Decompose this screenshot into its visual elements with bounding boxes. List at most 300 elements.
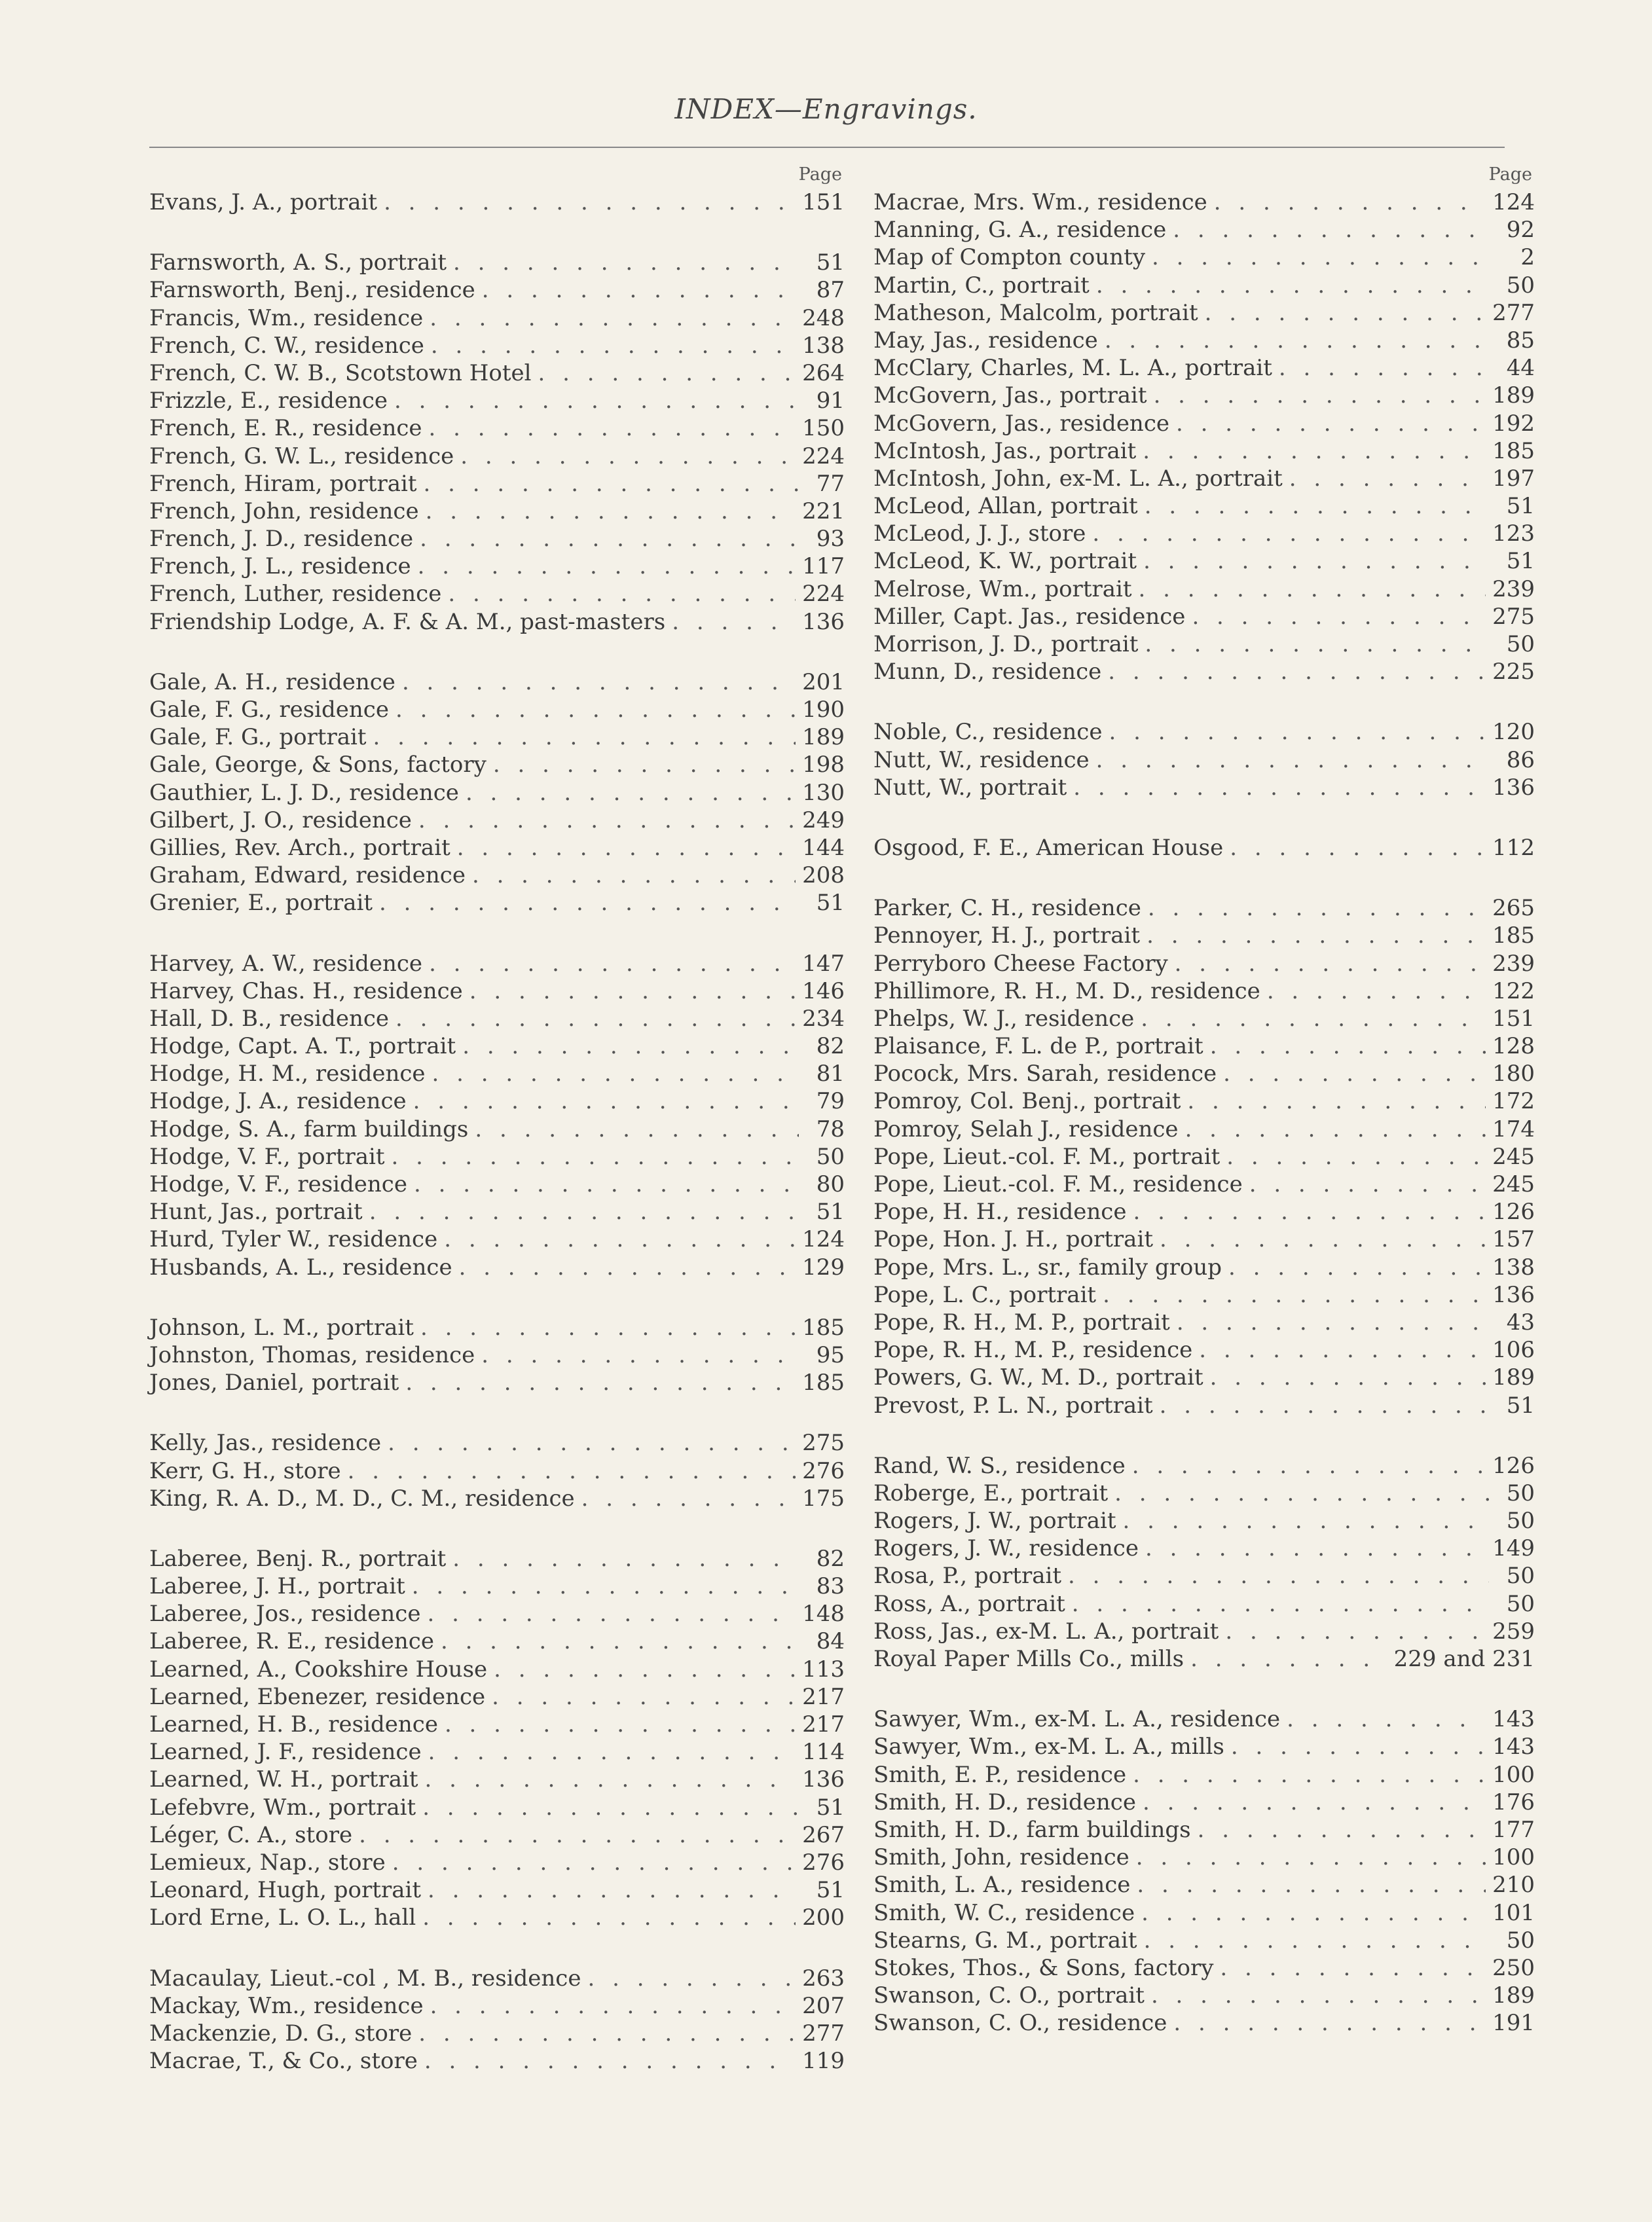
dot-leader	[462, 1032, 799, 1060]
index-entry	[873, 1364, 1535, 1391]
dot-leader	[1160, 1226, 1486, 1253]
entry-page-number: 51	[816, 249, 845, 276]
entry-name: Matheson, Malcolm, portrait	[873, 299, 1198, 326]
index-entry	[149, 1485, 845, 1512]
index-entry	[149, 668, 845, 696]
entry-page-number: 174	[1492, 1116, 1535, 1142]
entry-name: McIntosh, John, ex-M. L. A., portrait	[873, 465, 1283, 492]
entry-page-number: 136	[802, 1766, 845, 1793]
index-entry	[149, 1738, 845, 1766]
entry-name: Perryboro Cheese Factory	[873, 950, 1168, 977]
dot-leader	[1096, 746, 1489, 774]
dot-leader	[428, 1738, 796, 1766]
dot-leader	[432, 1060, 799, 1087]
entry-name: Pope, R. H., M. P., portrait	[873, 1309, 1170, 1336]
index-entry	[873, 410, 1535, 437]
index-entry	[873, 1507, 1535, 1535]
entry-page-number: 136	[1492, 774, 1535, 801]
entry-name: Learned, J. F., residence	[149, 1739, 422, 1766]
entry-name: Gilbert, J. O., residence	[149, 807, 412, 833]
entry-page-number: 151	[1492, 1005, 1535, 1032]
entry-page-number: 150	[802, 415, 845, 442]
index-entry	[149, 834, 845, 862]
entry-page-number: 50	[1506, 1508, 1535, 1535]
entry-name: Hodge, Capt. A. T., portrait	[149, 1033, 456, 1060]
dot-leader	[1123, 1507, 1489, 1535]
dot-leader	[469, 977, 796, 1005]
index-entry	[149, 1992, 845, 2020]
dot-leader	[1103, 1281, 1486, 1309]
entry-name: Learned, H. B., residence	[149, 1711, 438, 1738]
index-entry	[149, 1254, 845, 1281]
entry-page-number: 82	[816, 1033, 845, 1060]
entry-name: Prevost, P. L. N., portrait	[873, 1392, 1153, 1419]
entry-name: Smith, L. A., residence	[873, 1872, 1131, 1899]
entry-page-number: 234	[802, 1005, 845, 1032]
entry-page-number: 78	[816, 1116, 845, 1142]
index-group	[873, 189, 1535, 685]
entry-page-number: 248	[802, 304, 845, 331]
entry-name: Pope, L. C., portrait	[873, 1281, 1097, 1308]
entry-name: Kelly, Jas., residence	[149, 1430, 382, 1457]
index-entry	[873, 1618, 1535, 1645]
index-entry	[873, 1816, 1535, 1844]
dot-leader	[444, 1226, 796, 1253]
dot-leader	[384, 189, 796, 216]
dot-leader	[1176, 410, 1486, 437]
dot-leader	[414, 1171, 799, 1198]
entry-name: Lord Erne, L. O. L., hall	[149, 1904, 416, 1931]
dot-leader	[1151, 1982, 1486, 2009]
entry-name: Learned, A., Cookshire House	[149, 1656, 488, 1683]
entry-page-number: 185	[1492, 922, 1535, 949]
entry-name: McGovern, Jas., portrait	[873, 382, 1147, 409]
index-entry	[149, 414, 845, 442]
entry-name: Mackay, Wm., residence	[149, 1992, 424, 2019]
index-entry	[149, 470, 845, 498]
dot-leader	[1141, 1899, 1486, 1927]
page-title: INDEX—Engravings.	[674, 93, 978, 125]
entry-page-number: 136	[802, 608, 845, 635]
dot-leader	[492, 1683, 796, 1711]
entry-name: French, C. W., residence	[149, 332, 424, 359]
entry-page-number: 239	[1492, 950, 1535, 977]
dot-leader	[1205, 299, 1486, 327]
dot-leader	[359, 1821, 796, 1849]
entry-name: Noble, C., residence	[873, 719, 1103, 746]
entry-name: French, John, residence	[149, 498, 419, 524]
dot-leader	[424, 470, 799, 498]
entry-page-number: 50	[1506, 1563, 1535, 1590]
entry-page-number: 51	[1506, 548, 1535, 575]
dot-leader	[1108, 658, 1486, 685]
entry-page-number: 267	[802, 1821, 845, 1848]
index-entry	[873, 746, 1535, 774]
index-entry	[149, 1965, 845, 1992]
entry-name: Rand, W. S., residence	[873, 1452, 1126, 1479]
entry-page-number: 185	[802, 1370, 845, 1396]
entry-page-number: 200	[802, 1904, 845, 1931]
index-entry	[149, 1849, 845, 1876]
dot-leader	[402, 668, 796, 696]
entry-page-number: 249	[802, 807, 845, 833]
entry-name: Pope, Lieut.-col. F. M., portrait	[873, 1143, 1221, 1170]
entry-name: Johnson, L. M., portrait	[149, 1314, 414, 1341]
dot-leader	[445, 1711, 796, 1738]
entry-name: Smith, E. P., residence	[873, 1761, 1127, 1788]
left-index-groups	[149, 189, 845, 2075]
index-entry	[149, 751, 845, 778]
index-entry	[873, 774, 1535, 801]
entry-page-number: 128	[1492, 1033, 1535, 1060]
entry-name: Graham, Edward, residence	[149, 862, 466, 889]
index-entry	[149, 1573, 845, 1600]
dot-leader	[1092, 520, 1486, 547]
index-entry	[149, 1683, 845, 1711]
entry-page-number: 225	[1492, 659, 1535, 685]
entry-name: Gale, George, & Sons, factory	[149, 752, 486, 778]
entry-page-number: 50	[1506, 272, 1535, 299]
entry-page-number: 191	[1492, 2010, 1535, 2037]
index-entry	[149, 696, 845, 723]
header-rule	[149, 147, 1505, 148]
entry-name: Hunt, Jas., portrait	[149, 1199, 363, 1226]
dot-leader	[1199, 1336, 1486, 1364]
dot-leader	[441, 1628, 799, 1655]
entry-name: McGovern, Jas., residence	[873, 410, 1169, 437]
index-entry	[873, 327, 1535, 354]
entry-name: Nutt, W., residence	[873, 746, 1090, 773]
dot-leader	[1145, 630, 1489, 658]
index-entry	[873, 922, 1535, 949]
entry-page-number: 180	[1492, 1061, 1535, 1087]
entry-name: Friendship Lodge, A. F. & A. M., past-masters	[149, 608, 666, 635]
index-entry	[873, 437, 1535, 465]
entry-name: Johnston, Thomas, residence	[149, 1341, 475, 1368]
entry-name: Pope, Hon. J. H., portrait	[873, 1226, 1153, 1253]
index-entry	[873, 1171, 1535, 1198]
dot-leader	[1136, 1844, 1486, 1871]
index-entry	[873, 894, 1535, 922]
entry-page-number: 149	[1492, 1535, 1535, 1562]
index-group	[873, 834, 1535, 862]
index-entry	[873, 1562, 1535, 1590]
entry-page-number: 189	[1492, 1982, 1535, 2009]
dot-leader	[425, 1766, 796, 1793]
index-entry	[149, 1032, 845, 1060]
entry-name: French, Hiram, portrait	[149, 470, 417, 497]
dot-leader	[457, 834, 796, 862]
dot-leader	[1249, 1171, 1486, 1198]
entry-page-number: 265	[1492, 895, 1535, 922]
index-entry	[873, 1087, 1535, 1115]
entry-page-number: 85	[1506, 327, 1535, 354]
entry-page-number: 87	[816, 277, 845, 304]
dot-leader	[392, 1143, 799, 1171]
right-index-groups	[873, 189, 1535, 2037]
dot-leader	[418, 2020, 796, 2047]
entry-page-number: 144	[802, 834, 845, 861]
index-entry	[149, 1628, 845, 1655]
entry-page-number: 192	[1492, 410, 1535, 437]
index-entry	[149, 779, 845, 807]
dot-leader	[395, 696, 796, 723]
index-entry	[873, 382, 1535, 409]
entry-name: Pope, Mrs. L., sr., family group	[873, 1254, 1222, 1281]
entry-page-number: 208	[802, 862, 845, 889]
dot-leader	[448, 580, 796, 608]
entry-name: Pope, Lieut.-col. F. M., residence	[873, 1171, 1243, 1197]
index-entry	[873, 1645, 1535, 1673]
entry-page-number: 130	[802, 779, 845, 806]
entry-page-number: 277	[1492, 299, 1535, 326]
entry-name: Plaisance, F. L. de P., portrait	[873, 1033, 1203, 1060]
entry-name: Laberee, J. H., portrait	[149, 1573, 405, 1600]
index-entry	[149, 304, 845, 332]
dot-leader	[452, 1545, 799, 1573]
entry-page-number: 210	[1492, 1872, 1535, 1899]
index-entry	[149, 189, 845, 216]
dot-leader	[453, 249, 799, 276]
entry-page-number: 147	[802, 950, 845, 977]
index-entry	[873, 1143, 1535, 1171]
index-entry	[873, 354, 1535, 382]
entry-page-number: 51	[1506, 493, 1535, 520]
index-entry	[873, 1480, 1535, 1507]
entry-name: Rosa, P., portrait	[873, 1563, 1062, 1590]
index-entry	[149, 525, 845, 553]
index-entry	[873, 1005, 1535, 1032]
entry-name: Gillies, Rev. Arch., portrait	[149, 834, 450, 861]
index-entry	[873, 1198, 1535, 1226]
entry-page-number: 93	[816, 526, 845, 553]
entry-name: Hodge, H. M., residence	[149, 1061, 426, 1087]
entry-name: Pomroy, Selah J., residence	[873, 1116, 1179, 1142]
index-entry	[149, 608, 845, 636]
entry-name: Macrae, Mrs. Wm., residence	[873, 189, 1207, 215]
dot-leader	[418, 807, 796, 834]
dot-leader	[1267, 977, 1486, 1005]
index-entry	[149, 2020, 845, 2047]
dot-leader	[418, 553, 796, 580]
index-entry	[149, 1457, 845, 1485]
dot-leader	[1175, 950, 1486, 977]
dot-leader	[1143, 547, 1489, 575]
dot-leader	[422, 1904, 796, 1931]
index-entry	[873, 2009, 1535, 2037]
index-entry	[873, 189, 1535, 216]
dot-leader	[430, 1992, 796, 2020]
index-entry	[149, 1545, 845, 1573]
entry-name: Macrae, T., & Co., store	[149, 2048, 418, 2075]
entry-name: Grenier, E., portrait	[149, 890, 373, 917]
entry-page-number: 217	[802, 1711, 845, 1738]
entry-page-number: 277	[802, 2020, 845, 2047]
dot-leader	[1173, 216, 1489, 244]
entry-name: Nutt, W., portrait	[873, 774, 1067, 801]
index-entry	[873, 1116, 1535, 1143]
entry-name: Harvey, Chas. H., residence	[149, 977, 463, 1004]
dot-leader	[1114, 1480, 1489, 1507]
entry-name: Sawyer, Wm., ex-M. L. A., mills	[873, 1734, 1224, 1760]
entry-page-number: 91	[816, 388, 845, 414]
dot-leader	[1141, 1005, 1486, 1032]
entry-name: Sawyer, Wm., ex-M. L. A., residence	[873, 1706, 1281, 1733]
entry-page-number: 172	[1492, 1088, 1535, 1115]
dot-leader	[420, 525, 799, 553]
entry-page-number: 92	[1506, 217, 1535, 244]
dot-leader	[424, 2047, 796, 2075]
entry-name: Harvey, A. W., residence	[149, 950, 423, 977]
index-entry	[149, 1904, 845, 1931]
entry-name: French, C. W. B., Scotstown Hotel	[149, 359, 532, 386]
entry-name: Royal Paper Mills Co., mills	[873, 1646, 1184, 1672]
dot-leader	[1226, 1143, 1486, 1171]
dot-leader	[459, 1254, 796, 1281]
entry-page-number: 207	[802, 1992, 845, 2019]
page-column-header: Page	[1488, 164, 1532, 185]
dot-leader	[581, 1485, 796, 1512]
index-entry	[873, 630, 1535, 658]
dot-leader	[392, 1849, 796, 1876]
entry-page-number: 275	[1492, 603, 1535, 630]
index-entry	[149, 723, 845, 751]
entry-page-number: 185	[1492, 437, 1535, 464]
entry-page-number: 122	[1492, 977, 1535, 1004]
entry-name: Farnsworth, A. S., portrait	[149, 249, 447, 276]
entry-page-number: 176	[1492, 1789, 1535, 1815]
index-entry	[873, 1789, 1535, 1816]
index-entry	[873, 1761, 1535, 1789]
index-group	[873, 894, 1535, 1419]
entry-name: McClary, Charles, M. L. A., portrait	[873, 355, 1272, 382]
entry-name: Smith, John, residence	[873, 1844, 1129, 1871]
dot-leader	[1145, 1535, 1486, 1562]
dot-leader	[1147, 922, 1486, 949]
dot-leader	[1109, 718, 1486, 746]
index-entry	[873, 1590, 1535, 1618]
entry-page-number: 123	[1492, 520, 1535, 547]
index-group	[873, 1705, 1535, 2037]
entry-name: Morrison, J. D., portrait	[873, 631, 1139, 657]
entry-page-number: 148	[802, 1601, 845, 1628]
dot-leader	[1068, 1562, 1489, 1590]
index-entry	[149, 276, 845, 304]
entry-page-number: 84	[816, 1628, 845, 1655]
index-entry	[149, 1821, 845, 1849]
index-entry	[149, 443, 845, 470]
entry-page-number: 190	[802, 697, 845, 723]
entry-page-number: 224	[802, 581, 845, 608]
index-group	[149, 249, 845, 636]
entry-name: Stokes, Thos., & Sons, factory	[873, 1954, 1214, 1981]
entry-page-number: 106	[1492, 1337, 1535, 1364]
dot-leader	[405, 1369, 796, 1396]
entry-page-number: 50	[1506, 1480, 1535, 1506]
dot-leader	[1144, 1927, 1489, 1954]
entry-page-number: 221	[802, 498, 845, 524]
entry-page-number: 276	[802, 1457, 845, 1484]
entry-name: Husbands, A. L., residence	[149, 1254, 452, 1281]
entry-name: Léger, C. A., store	[149, 1821, 353, 1848]
dot-leader	[1228, 1254, 1486, 1281]
index-entry	[149, 2047, 845, 2075]
dot-leader	[1279, 354, 1489, 382]
entry-name: French, Luther, residence	[149, 581, 442, 608]
entry-name: Pope, R. H., M. P., residence	[873, 1337, 1193, 1364]
entry-name: Swanson, C. O., portrait	[873, 1982, 1145, 2009]
dot-leader	[420, 1314, 796, 1341]
index-entry	[149, 1429, 845, 1457]
dot-leader	[1137, 1871, 1486, 1899]
dot-leader	[1139, 575, 1486, 603]
dot-leader	[1214, 189, 1486, 216]
dot-leader	[1145, 492, 1489, 520]
index-entry	[873, 1733, 1535, 1760]
dot-leader	[379, 889, 799, 917]
index-entry	[873, 575, 1535, 603]
entry-page-number: 189	[1492, 382, 1535, 409]
index-entry	[873, 244, 1535, 271]
index-entry	[149, 249, 845, 276]
entry-name: Farnsworth, Benj., residence	[149, 277, 475, 304]
entry-page-number: 51	[816, 1877, 845, 1904]
dot-leader	[1160, 1392, 1489, 1419]
entry-name: Hodge, S. A., farm buildings	[149, 1116, 469, 1142]
index-entry	[149, 1369, 845, 1396]
dot-leader	[1143, 437, 1486, 465]
entry-name: Jones, Daniel, portrait	[149, 1370, 399, 1396]
entry-page-number: 275	[802, 1430, 845, 1457]
index-group	[149, 1545, 845, 1932]
entry-name: French, E. R., residence	[149, 415, 422, 442]
entry-name: Hodge, V. F., portrait	[149, 1143, 385, 1170]
index-entry	[149, 1143, 845, 1171]
index-group	[149, 1429, 845, 1512]
entry-page-number: 117	[802, 553, 845, 580]
entry-name: Mackenzie, D. G., store	[149, 2020, 413, 2047]
entry-page-number: 95	[816, 1341, 845, 1368]
dot-leader	[1225, 1618, 1486, 1645]
dot-leader	[1132, 1452, 1486, 1480]
index-entry	[149, 862, 845, 889]
index-entry	[873, 718, 1535, 746]
dot-leader	[1187, 1087, 1486, 1115]
entry-page-number: 126	[1492, 1452, 1535, 1479]
index-entry	[873, 216, 1535, 244]
dot-leader	[1148, 894, 1486, 922]
index-entry	[873, 547, 1535, 575]
entry-name: Pomroy, Col. Benj., portrait	[873, 1088, 1181, 1115]
entry-name: Learned, W. H., portrait	[149, 1766, 418, 1793]
entry-page-number: 136	[1492, 1281, 1535, 1308]
dot-leader	[1133, 1761, 1486, 1789]
entry-page-number: 100	[1492, 1844, 1535, 1871]
index-entry	[149, 359, 845, 387]
entry-name: McLeod, Allan, portrait	[873, 493, 1138, 520]
dot-leader	[494, 1656, 796, 1683]
entry-page-number: 120	[1492, 719, 1535, 746]
entry-page-number: 77	[816, 470, 845, 497]
entry-page-number: 51	[816, 890, 845, 917]
entry-name: Osgood, F. E., American House	[873, 834, 1224, 861]
entry-page-number: 143	[1492, 1706, 1535, 1733]
entry-page-number: 112	[1492, 834, 1535, 861]
index-entry	[149, 977, 845, 1005]
entry-name: Laberee, R. E., residence	[149, 1628, 434, 1655]
dot-leader	[1220, 1954, 1486, 1982]
index-entry	[149, 889, 845, 917]
